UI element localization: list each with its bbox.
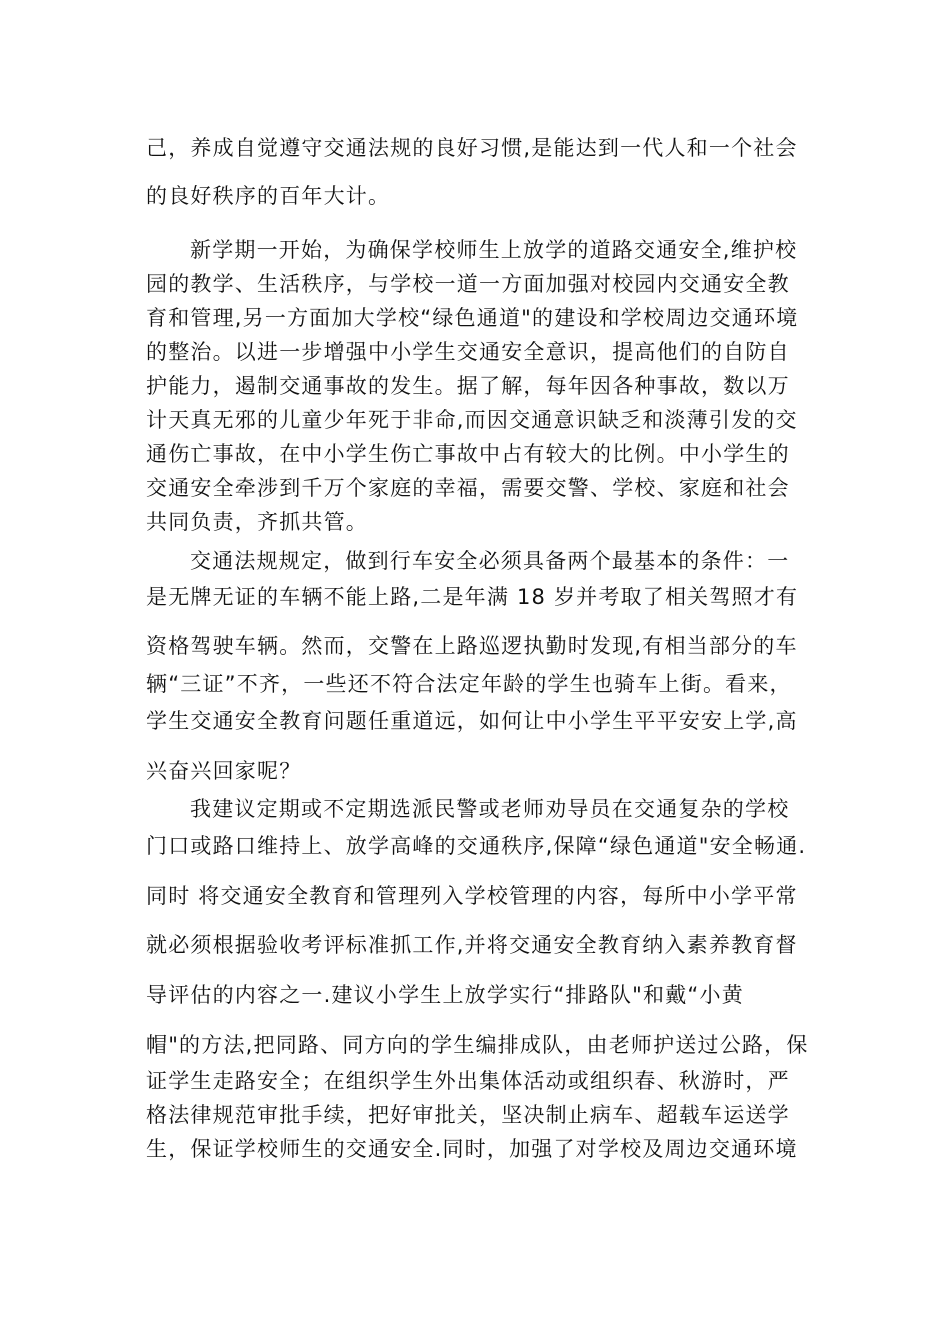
text-line: 帽"的方法,把同路、同方向的学生编排成队，由老师护送过公路，保 [146,1033,809,1057]
text-line: 护能力，遏制交通事故的发生。据了解，每年因各种事故，数以万 [146,374,790,398]
text-line: 生，保证学校师生的交通安全.同时，加强了对学校及周边交通环境 [146,1137,798,1161]
text-line: 门口或路口维持上、放学高峰的交通秩序,保障“绿色通道"安全畅通. [146,834,807,858]
text-line: 交通安全牵涉到千万个家庭的幸福，需要交警、学校、家庭和社会 [146,476,790,500]
text-line: 共同负责，齐抓共管。 [146,510,368,534]
paragraph-first-line: 我建议定期或不定期选派民警或老师劝导员在交通复杂的学校 [190,797,790,821]
text-line: 计天真无邪的儿童少年死于非命,而因交通意识缺乏和淡薄引发的交 [146,408,798,432]
text-line: 资格驾驶车辆。然而，交警在上路巡逻执勤时发现,有相当部分的车 [146,634,798,658]
paragraph-first-line: 新学期一开始，为确保学校师生上放学的道路交通安全,维护校 [190,238,798,262]
text-line: 通伤亡事故，在中小学生伤亡事故中占有较大的比例。中小学生的 [146,442,790,466]
text-line: 的良好秩序的百年大计。 [146,184,391,208]
text-line: 就必须根据验收考评标准抓工作,并将交通安全教育纳入素养教育督 [146,933,798,957]
text-line: 是无牌无证的车辆不能上路,二是年满 18 岁并考取了相关驾照才有 [146,585,799,609]
text-line: 证学生走路安全；在组织学生外出集体活动或组织春、秋游时，严 [146,1069,790,1093]
text-line: 己，养成自觉遵守交通法规的良好习惯,是能达到一代人和一个社会 [146,136,798,160]
text-line: 育和管理,另一方面加大学校“绿色通道"的建设和学校周边交通环境 [146,306,799,330]
text-line: 的整治。以进一步增强中小学生交通安全意识，提高他们的自防自 [146,340,790,364]
paragraph-first-line: 交通法规规定，做到行车安全必须具备两个最基本的条件：一 [190,549,790,573]
text-line: 导评估的内容之一.建议小学生上放学实行“排路队"和戴“小黄 [146,983,744,1007]
text-line: 辆“三证”不齐，一些还不符合法定年龄的学生也骑车上街。看来， [146,672,792,696]
text-line: 学生交通安全教育问题任重道远，如何让中小学生平平安安上学,高 [146,709,798,733]
text-line: 兴奋兴回家呢？ [146,759,302,783]
text-line: 园的教学、生活秩序，与学校一道一方面加强对校园内交通安全教 [146,272,790,296]
text-line: 格法律规范审批手续，把好审批关，坚决制止病车、超载车运送学 [146,1103,790,1127]
text-line: 同时 将交通安全教育和管理列入学校管理的内容，每所中小学平常 [146,884,798,908]
